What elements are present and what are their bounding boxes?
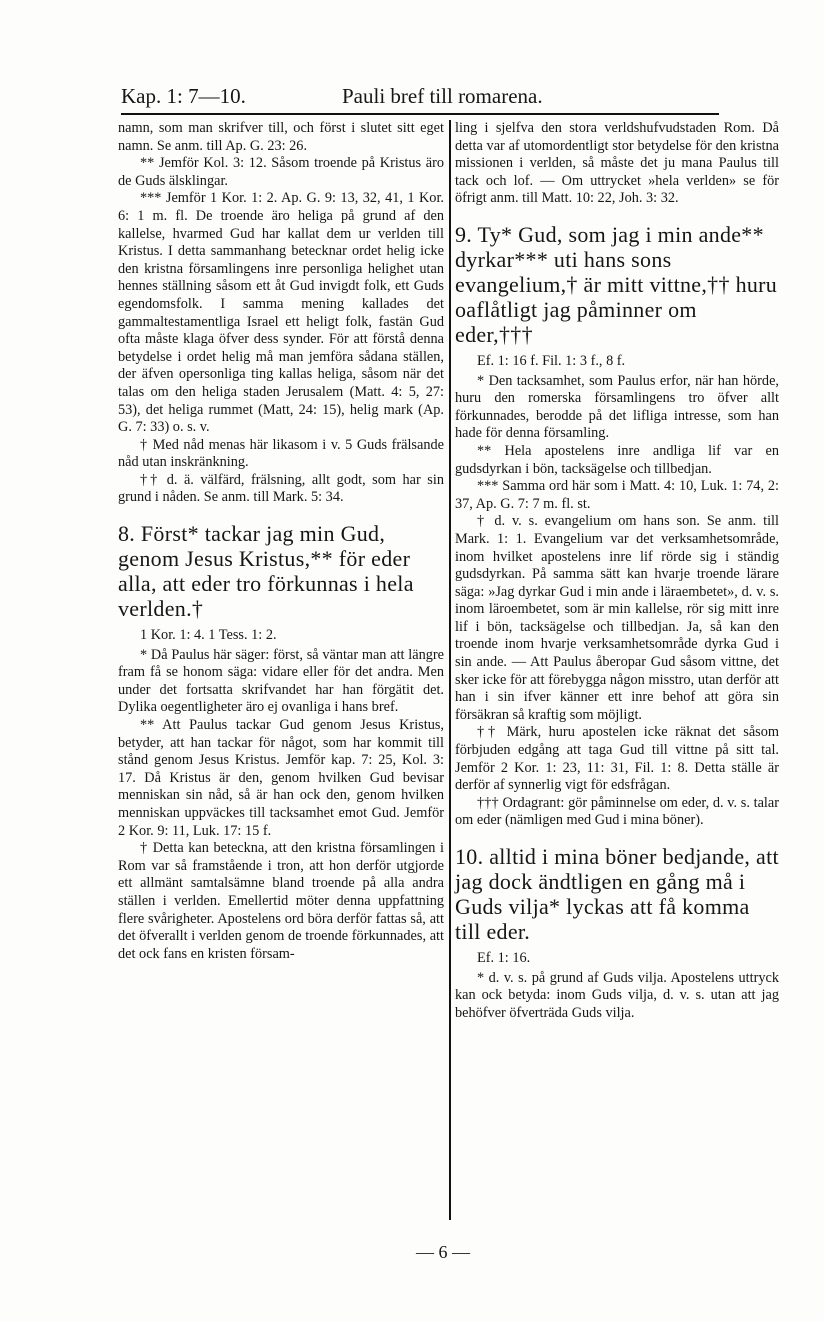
footnote: †† Märk, huru apostelen icke räknat det såsom förbjuden edgång att taga Gud till vittne på sitt tal. Jemför 2 Kor. 1: 23, 11: 31, Fil. 1: 8. Detta ställe är derför af synnerlig vigt för edsfrågan. xyxy=(455,724,779,794)
book-title: Pauli bref till romarena. xyxy=(342,84,543,108)
footnote: * Då Paulus här säger: först, så väntar man att längre fram få se honom säga: vidare eller för det andra. Men under det fortsatta skrifvandet har han förgätit det. Dylika oegentligheter äro ej ovanliga i hans bref. xyxy=(118,646,444,716)
note-continuation: ling i sjelfva den stora verldshufvudstaden Rom. Då detta var af utomordentligt stor betydelse för den kristna missionen i verlden, så måste det ju mana Paulus till tack och lof. — Om uttrycket »hela verlden» se för öfrigt anm. till Matt. 10: 22, Joh. 3: 32. xyxy=(455,120,779,207)
footnote: * d. v. s. på grund af Guds vilja. Apostelens uttryck kan ock betyda: inom Guds vilja, d. v. s. utan att jag behöfver öfverträda Guds vilja. xyxy=(455,969,779,1021)
cross-reference: Ef. 1: 16. xyxy=(477,950,531,966)
left-column xyxy=(118,120,444,963)
note-continuation: namn, som man skrifver till, och först i slutet sitt eget namn. Se anm. till Ap. G. 23: 26. xyxy=(118,120,444,154)
verse-9: 9. Ty* Gud, som jag i min ande** dyrkar*** uti hans sons evangelium,† är mitt vittne,†† huru oaflåtligt jag påminner om eder,††† xyxy=(455,221,778,347)
footnote: †† d. ä. välfärd, frälsning, allt godt, som har sin grund i nåden. Se anm. till Mark. 5: 34. xyxy=(118,471,444,506)
running-header xyxy=(121,84,719,110)
cross-reference: Ef. 1: 16 f. Fil. 1: 3 f., 8 f. xyxy=(477,352,626,369)
footnote: ††† Ordagrant: gör påminnelse om eder, d. v. s. talar om eder (nämligen med Gud i mina böner). xyxy=(455,794,779,829)
column-divider xyxy=(449,120,451,1220)
footnote: ** Att Paulus tackar Gud genom Jesus Kristus, betyder, att han tackar för något, som har kommit till stånd genom Jesus Kristus. Jemför kap. 7: 25, Kol. 3: 17. Då Kristus är den, genom hvilken Gud bevisar menniskan sin nåd, så är han ock den, genom hvilken menniskan uppväckes till tacksamhet emot Gud. Jemför 2 Kor. 9: 11, Luk. 17: 15 f. xyxy=(118,717,444,839)
footnote: † Detta kan beteckna, att den kristna församlingen i Rom var så framstående i tron, att hon derför utgjorde ett allmänt samtalsämne bland troende på alla andra ställen i verlden. Emellertid möter denna uppfattning flere svårigheter. Apostelens ord böra derför fattas så, att det öfverallt i verlden genom de troende förkunnades, att det ock fans en kristen försam- xyxy=(118,840,444,962)
footnote: † d. v. s. evangelium om hans son. Se anm. till Mark. 1: 1. Evangelium var det verksamhetsområde, inom hvilket apostelens inre lif rörde sig i ständig gudsdyrkan. På samma sätt kan hvarje troende lärare säga: »Jag dyrkar Gud i min ande i läraembetet», d. v. s. inom läroembetet, som är min kallelse, rör sig mitt inre lif i bön, tacksägelse och tillbedjan. Ja, så kan den troende inom hvarje verksamhetsområde dyrka Gud i sin ande. — Att Paulus åberopar Gud såsom vittne, det sker icke för att förebygga någon misstro, utan derför att han i sin ifver känner ett inre behof att göra sin försäkran så kraftig som möjligt. xyxy=(455,513,779,723)
header-rule xyxy=(121,113,719,115)
footnote: ** Hela apostelens inre andliga lif var en gudsdyrkan i bön, tacksägelse och tillbedjan. xyxy=(455,442,779,477)
chapter-reference: Kap. 1: 7—10. xyxy=(121,84,246,108)
footnote: * Den tacksamhet, som Paulus erfor, när han hörde, huru den romerska församlingens tro öfver allt förkunnades, berodde på det lifliga intresse, som han hade för denna församling. xyxy=(455,372,779,442)
cross-reference: 1 Kor. 1: 4. 1 Tess. 1: 2. xyxy=(140,627,277,644)
footnote: † Med nåd menas här likasom i v. 5 Guds frälsande nåd utan inskränkning. xyxy=(118,436,444,471)
page-number: — 6 — xyxy=(416,1242,470,1262)
right-column xyxy=(455,120,779,1022)
footnote: *** Samma ord här som i Matt. 4: 10, Luk. 1: 74, 2: 37, Ap. G. 7: 7 m. fl. st. xyxy=(455,478,779,512)
verse-10: 10. alltid i mina böner bedjande, att jag dock ändtligen en gång må i Guds vilja* lyckas att få komma till eder. xyxy=(455,844,779,944)
footnote: *** Jemför 1 Kor. 1: 2. Ap. G. 9: 13, 32, 41, 1 Kor. 6: 1 m. fl. De troende äro heliga på grund af den kallelse, hvarmed Gud har kallat dem ur verlden till Kristus. I detta sammanhang betecknar ordet helig icke den kristna församlingens inre personliga helighet utan hennes ställning såsom ett åt Gud invigdt folk, ett Guds egendomsfolk. I samma mening kallades det gammaltestamentliga Israel ett heligt folk, fastän Gud ofta måste klaga öfver dess synder. För att förstå denna betydelse i ordet helig må man jemföra sådana ställen, der äfven opersonliga ting kallas heliga, såsom när det talas om den heliga staden Jerusalem (Matt. 4: 5, 27: 53), det heliga rummet (Matt, 24: 15), helig mark (Ap. G. 7: 33) o. s. v. xyxy=(118,190,444,436)
footnote: ** Jemför Kol. 3: 12. Såsom troende på Kristus äro de Guds älsklingar. xyxy=(118,155,444,189)
verse-8: 8. Först* tackar jag min Gud, genom Jesus Kristus,** för eder alla, att eder tro förkunnas i hela verlden.† xyxy=(118,521,414,622)
